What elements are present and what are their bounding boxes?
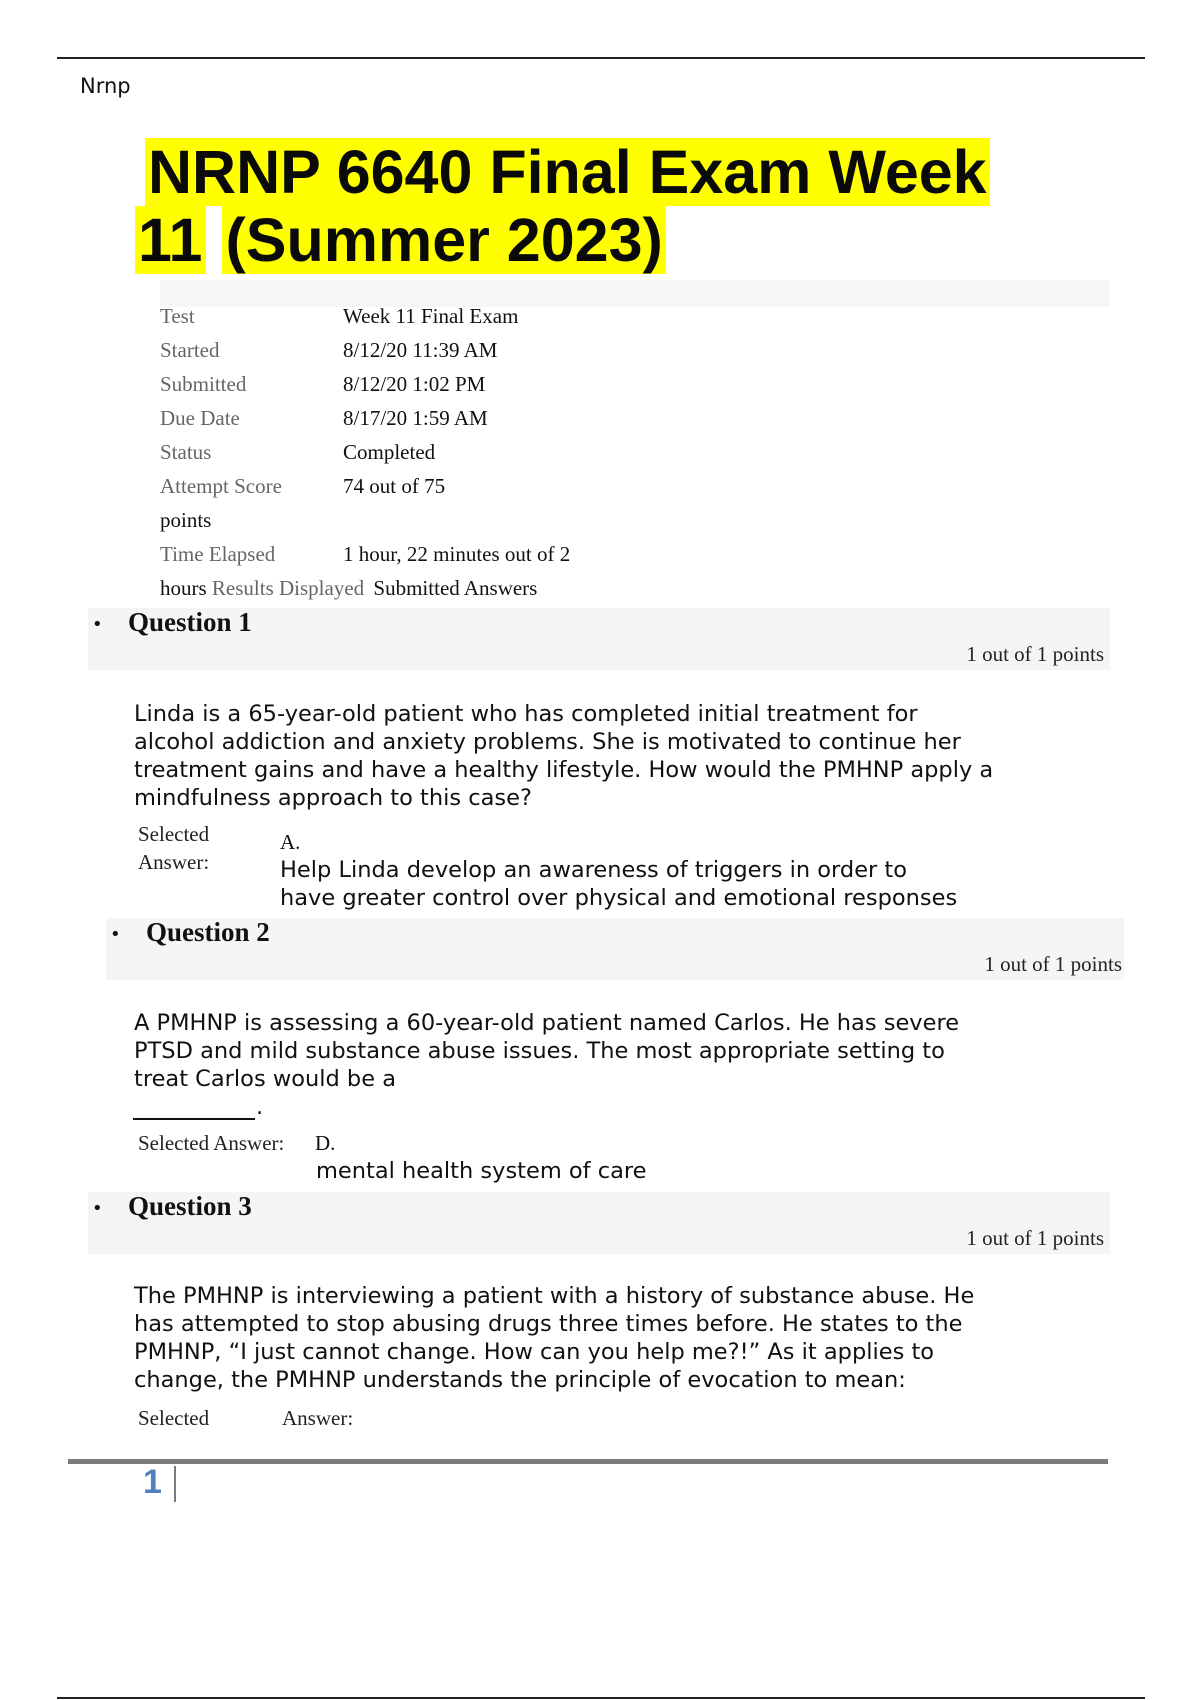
top-rule — [57, 57, 1145, 59]
question-text-line: change, the PMHNP understands the principle of evocation to mean: — [134, 1367, 906, 1393]
answer-letter: D. — [315, 1131, 336, 1155]
selected-label-line: Selected — [138, 822, 210, 846]
footer-rule — [68, 1459, 1108, 1464]
answer-letter: A. — [280, 830, 301, 854]
question-points: 1 out of 1 points — [966, 1226, 1104, 1250]
page-number-divider — [174, 1466, 176, 1502]
question-points: 1 out of 1 points — [984, 952, 1122, 976]
bullet-icon: • — [92, 1198, 103, 1219]
meta-label: Results Displayed — [211, 576, 365, 600]
question-text — [134, 1282, 974, 1394]
question-text-line: alcohol addiction and anxiety problems. She is motivated to continue her — [134, 729, 961, 755]
meta-value-cont: hours — [160, 576, 207, 600]
bullet-icon: • — [110, 924, 121, 945]
answer-label: Answer: — [282, 1406, 354, 1430]
meta-value: 1 hour, 22 minutes out of 2 — [343, 542, 571, 566]
question-title: Question 2 — [146, 917, 270, 947]
question-text — [134, 700, 993, 812]
meta-label: Started — [160, 338, 220, 362]
answer-blank — [133, 1118, 255, 1120]
meta-label: Time Elapsed — [160, 542, 276, 566]
question-text-line: PTSD and mild substance abuse issues. The most appropriate setting to — [134, 1038, 945, 1064]
meta-row-score-cont — [160, 508, 211, 533]
meta-label: Attempt Score — [160, 474, 282, 498]
answer-text: mental health system of care — [316, 1158, 647, 1184]
bottom-rule — [57, 1697, 1145, 1699]
selected-label: Selected — [138, 1406, 210, 1430]
meta-value: 8/12/20 1:02 PM — [343, 372, 486, 396]
meta-value: Week 11 Final Exam — [343, 304, 519, 328]
question-points: 1 out of 1 points — [966, 642, 1104, 666]
meta-label: Due Date — [160, 406, 240, 430]
question-title: Question 1 — [128, 607, 252, 637]
meta-value: 8/12/20 11:39 AM — [343, 338, 498, 362]
question-text-line: has attempted to stop abusing drugs three times before. He states to the — [134, 1311, 963, 1337]
question-text-line: Linda is a 65-year-old patient who has completed initial treatment for — [134, 701, 918, 727]
selected-answer — [280, 828, 957, 912]
question-text-line: The PMHNP is interviewing a patient with a history of substance abuse. He — [134, 1283, 975, 1309]
blank-period: . — [256, 1094, 264, 1120]
meta-value-cont: points — [160, 508, 212, 532]
answer-text-line: have greater control over physical and emotional responses — [280, 885, 958, 911]
selected-answer-label — [138, 820, 209, 876]
selected-label-line: Answer: — [138, 850, 210, 874]
meta-label: Status — [160, 440, 212, 464]
meta-value: 74 out of 75 — [343, 474, 446, 498]
question-text-line: mindfulness approach to this case? — [134, 785, 532, 811]
title-line-1: NRNP 6640 Final Exam Week — [145, 138, 990, 206]
bullet-icon: • — [92, 614, 103, 635]
running-header: Nrnp — [80, 74, 131, 98]
meta-label: Submitted — [160, 372, 247, 396]
answer-text-line: Help Linda develop an awareness of triggers in order to — [280, 857, 908, 883]
meta-band — [160, 280, 1110, 307]
meta-label: Test — [160, 304, 195, 328]
page-number: 1 — [143, 1463, 162, 1501]
meta-value: Completed — [343, 440, 436, 464]
question-text-line: PMHNP, “I just cannot change. How can you help me?!” As it applies to — [134, 1339, 935, 1365]
title-line-2a: 11 — [135, 206, 206, 274]
meta-value: 8/17/20 1:59 AM — [343, 406, 488, 430]
question-text — [134, 1009, 959, 1093]
page-title — [138, 138, 990, 274]
selected-answer-label: Selected Answer: — [138, 1131, 285, 1155]
title-line-2b: (Summer 2023) — [222, 206, 665, 274]
meta-value: Submitted Answers — [373, 576, 538, 600]
question-text-line: treat Carlos would be a — [134, 1066, 397, 1092]
meta-row-results-displayed — [160, 576, 537, 601]
question-text-line: treatment gains and have a healthy lifestyle. How would the PMHNP apply a — [134, 757, 994, 783]
question-title: Question 3 — [128, 1191, 252, 1221]
question-text-line: A PMHNP is assessing a 60-year-old patient named Carlos. He has severe — [134, 1010, 960, 1036]
